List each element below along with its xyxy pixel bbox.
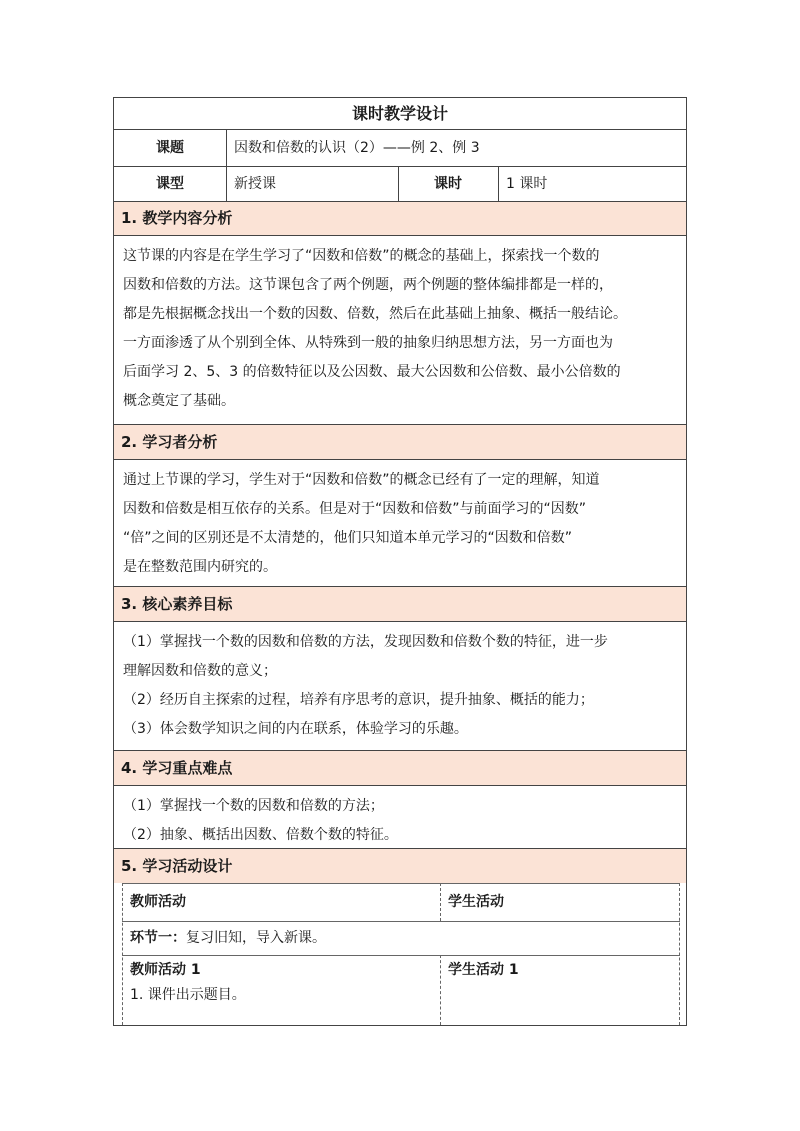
- teacher-activity-header: 教师活动: [130, 894, 186, 910]
- text-line: “倍”之间的区别还是不太清楚的，他们只知道本单元学习的“因数和倍数”: [123, 530, 573, 546]
- text-line: 一方面渗透了从个别到全体、从特殊到一般的抽象归纳思想方法，另一方面也为: [123, 335, 613, 351]
- step-1-row: [130, 922, 670, 954]
- col-divider: [498, 167, 499, 201]
- text-line: 这节课的内容是在学生学习了“因数和倍数”的概念的基础上，探索找一个数的: [123, 248, 600, 264]
- text-line: 后面学习 2、5、3 的倍数特征以及公因数、最大公因数和公倍数、最小公倍数的: [123, 364, 621, 380]
- type-value: 新授课: [234, 176, 276, 192]
- text-line: （1）掌握找一个数的因数和倍数的方法；: [123, 798, 384, 814]
- text-line: （3）体会数学知识之间的内在联系，体验学习的乐趣。: [123, 721, 468, 737]
- section-heading-activity-design: 5. 学习活动设计: [114, 849, 686, 883]
- topic-label: 课题: [156, 140, 184, 156]
- activity-table: [122, 883, 680, 1025]
- section-heading-core-goals: 3. 核心素养目标: [114, 587, 686, 621]
- col-divider: [122, 883, 123, 1025]
- hours-label: 课时: [434, 176, 462, 192]
- section-heading-content-analysis: 1. 教学内容分析: [114, 202, 686, 235]
- teacher-activity-1-label: 教师活动 1: [130, 962, 201, 978]
- text-line: 通过上节课的学习，学生对于“因数和倍数”的概念已经有了一定的理解，知道: [123, 472, 600, 488]
- section-heading-learner-analysis: 2. 学习者分析: [114, 425, 686, 459]
- core-goals-text: [114, 622, 686, 750]
- doc-title: 课时教学设计: [351, 104, 448, 123]
- content-analysis-text: [114, 236, 686, 424]
- hours-value: 1 课时: [506, 176, 548, 192]
- step-1-label: 环节一：: [130, 930, 186, 946]
- text-line: 理解因数和倍数的意义；: [123, 663, 277, 679]
- student-activity-1-label: 学生活动 1: [448, 962, 519, 978]
- row-divider: [122, 955, 680, 956]
- col-divider: [440, 955, 441, 1025]
- section-heading-key-points: 4. 学习重点难点: [114, 751, 686, 785]
- student-activity-header: 学生活动: [448, 894, 504, 910]
- col-divider: [440, 883, 441, 921]
- teacher-item-1: 1. 课件出示题目。: [130, 987, 246, 1003]
- text-line: （2）经历自主探索的过程，培养有序思考的意识，提升抽象、概括的能力；: [123, 692, 594, 708]
- text-line: 是在整数范围内研究的。: [123, 559, 277, 575]
- text-line: 因数和倍数的方法。这节课包含了两个例题，两个例题的整体编排都是一样的，: [123, 277, 613, 293]
- text-line: （2）抽象、概括出因数、倍数个数的特征。: [123, 827, 398, 843]
- key-points-text: [114, 786, 686, 848]
- topic-value: 因数和倍数的认识（2）——例 2、例 3: [234, 140, 480, 156]
- type-label: 课型: [156, 176, 184, 192]
- learner-analysis-text: [114, 460, 686, 586]
- step-1-text: 复习旧知，导入新课。: [186, 930, 326, 946]
- text-line: 因数和倍数是相互依存的关系。但是对于“因数和倍数”与前面学习的“因数”: [123, 501, 587, 517]
- text-line: （1）掌握找一个数的因数和倍数的方法，发现因数和倍数个数的特征，进一步: [123, 634, 608, 650]
- col-divider: [679, 883, 680, 1025]
- text-line: 都是先根据概念找出一个数的因数、倍数，然后在此基础上抽象、概括一般结论。: [123, 306, 627, 322]
- text-line: 概念奠定了基础。: [123, 393, 235, 409]
- lesson-design-table: [113, 97, 687, 1026]
